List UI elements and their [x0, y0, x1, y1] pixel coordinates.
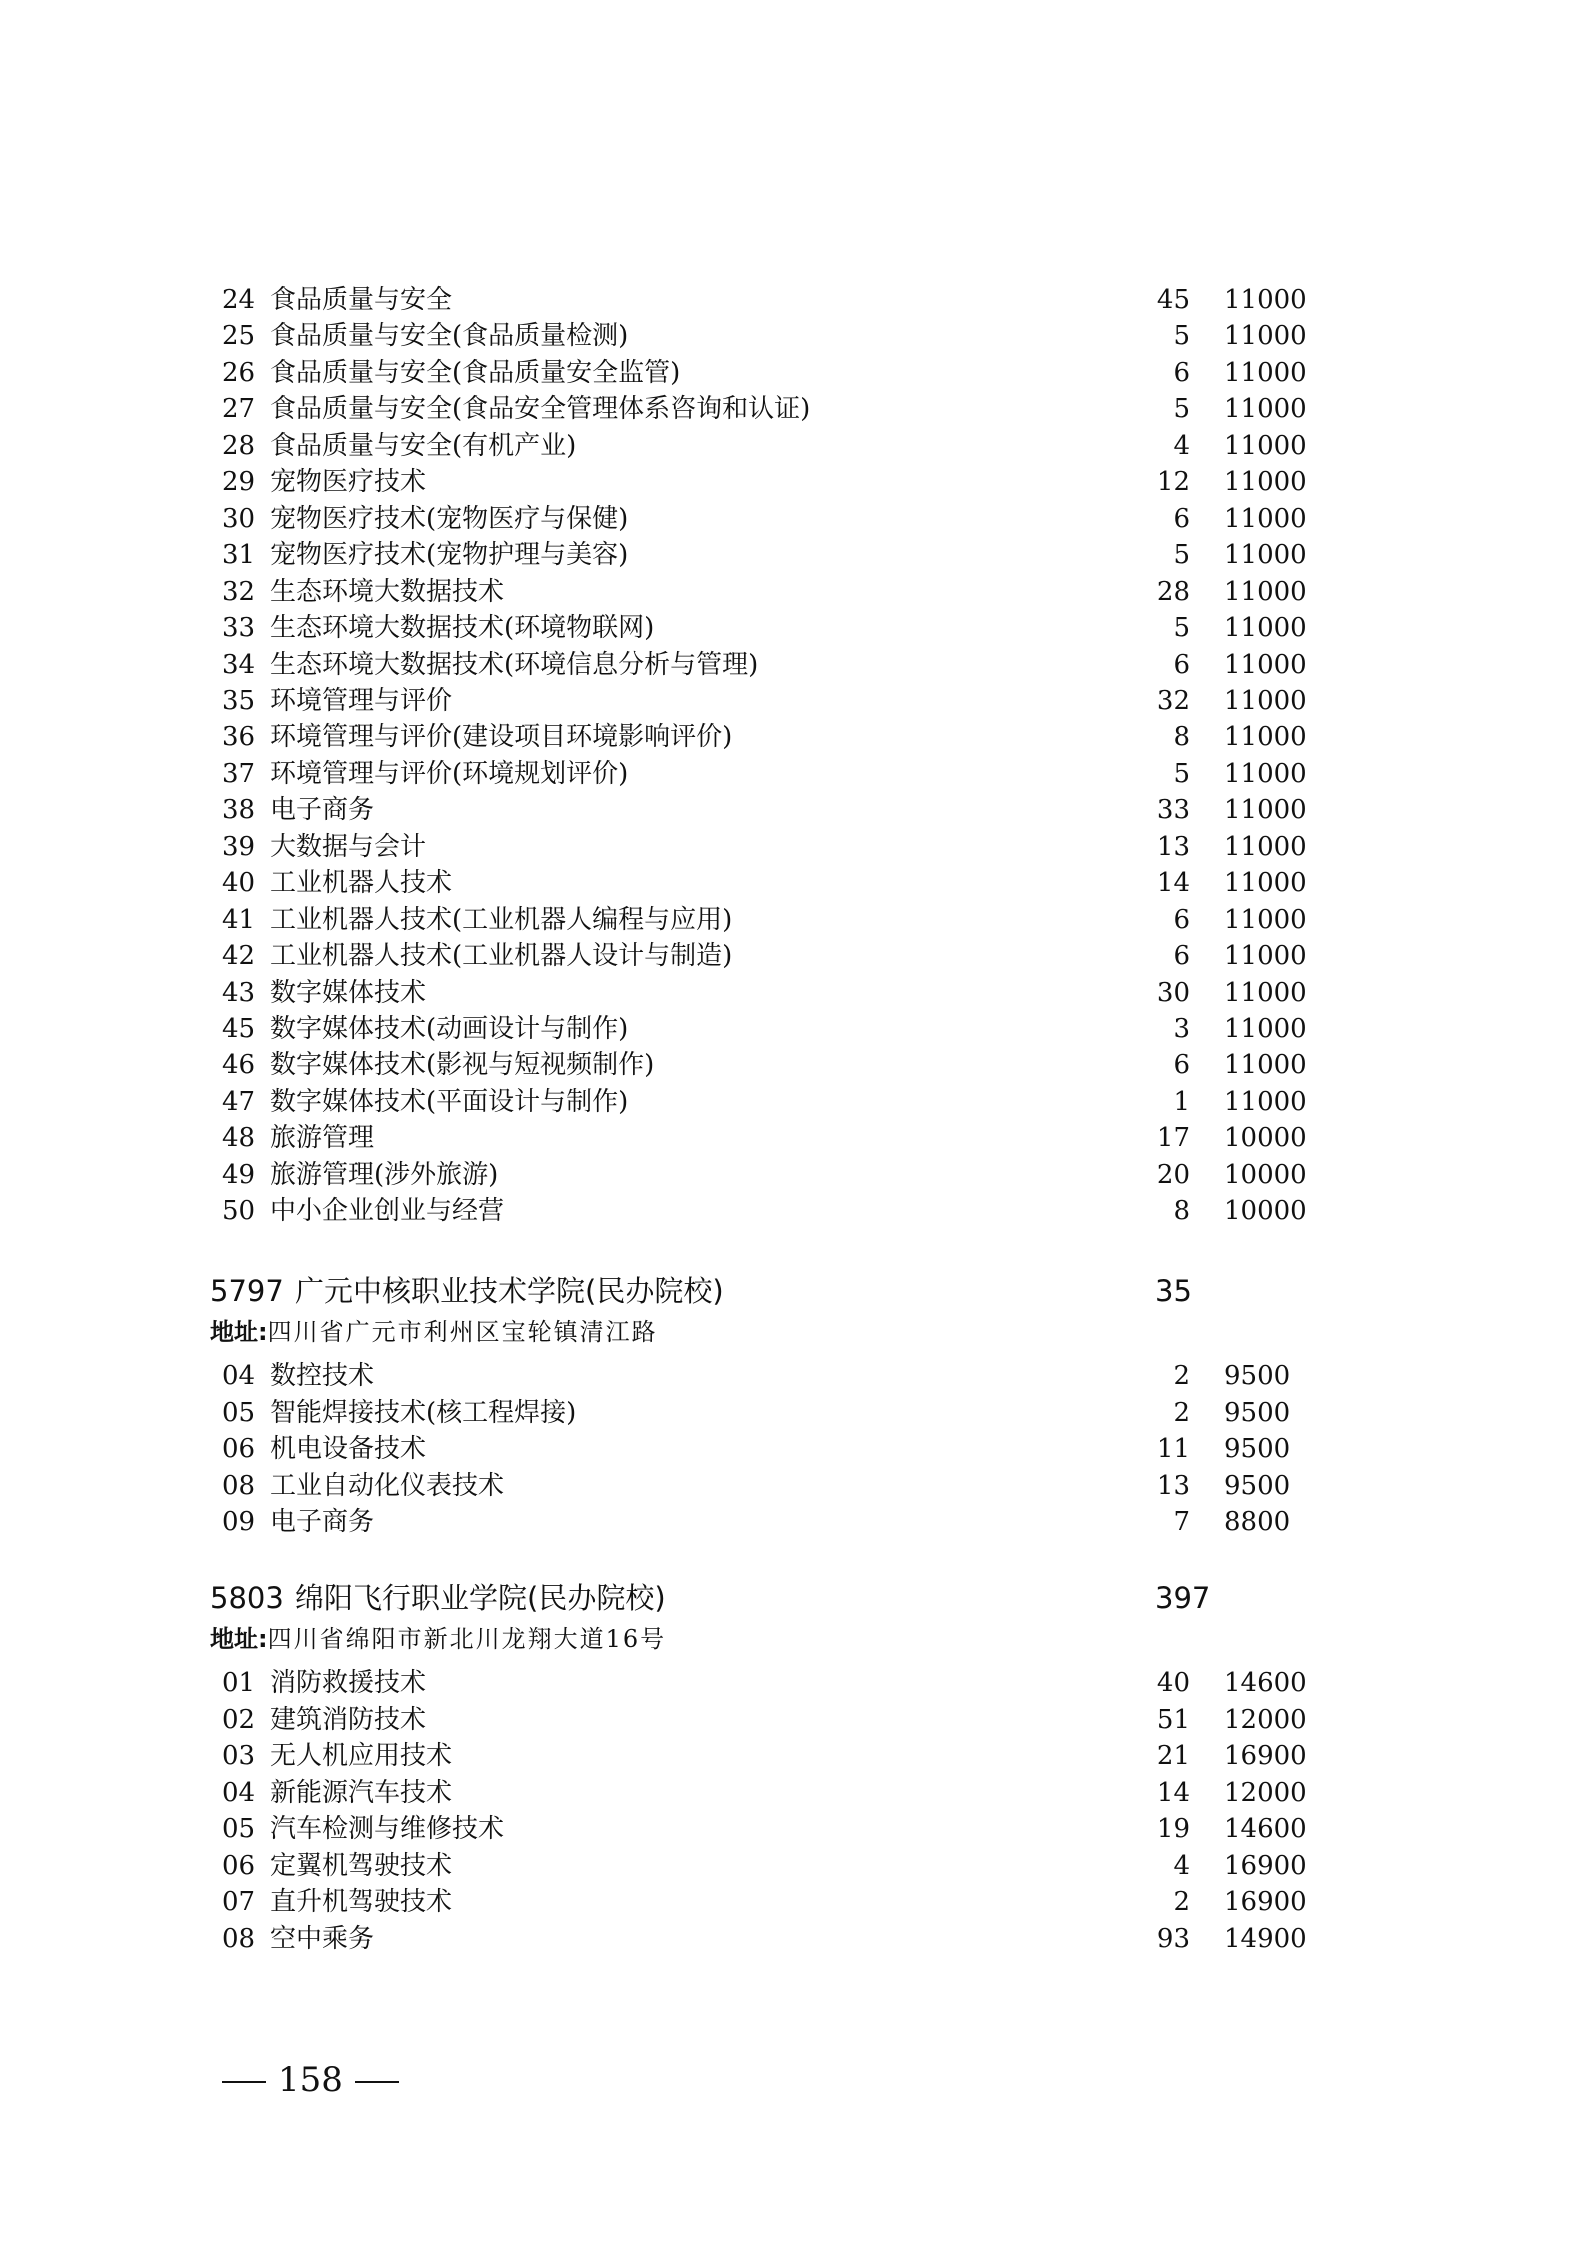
- program-row: [0, 1811, 1587, 1847]
- school-code: 5803: [210, 1581, 284, 1615]
- program-code: 24: [222, 285, 256, 315]
- program-name: 无人机应用技术: [270, 1741, 453, 1771]
- program-row: [0, 1193, 1587, 1229]
- program-row: [0, 975, 1587, 1011]
- program-code: 02: [222, 1704, 256, 1735]
- program-row: [0, 464, 1587, 500]
- program-code: 30: [222, 503, 256, 534]
- program-row: [0, 1431, 1587, 1467]
- program-row: [0, 865, 1587, 901]
- program-code: 04: [222, 1777, 256, 1808]
- enrollment-count: 33: [1156, 795, 1190, 826]
- program-code: 28: [222, 430, 256, 461]
- program-name: 工业机器人技术: [270, 868, 453, 899]
- program-code: 43: [222, 977, 256, 1008]
- program-name: 食品质量与安全(食品安全管理体系咨询和认证): [270, 394, 811, 425]
- program-row: [0, 1358, 1587, 1394]
- enrollment-count: 3: [1173, 1014, 1190, 1044]
- program-name: 空中乘务: [270, 1923, 375, 1954]
- program-name: 中小企业创业与经营: [270, 1196, 505, 1227]
- program-name: 消防救援技术: [270, 1668, 427, 1698]
- program-row: [0, 537, 1587, 573]
- enrollment-count: 20: [1156, 1159, 1190, 1190]
- tuition-fee: 11000: [1224, 576, 1307, 607]
- tuition-fee: 14600: [1224, 1668, 1307, 1698]
- tuition-fee: 14600: [1224, 1814, 1307, 1844]
- program-row: [0, 355, 1587, 391]
- program-code: 42: [222, 941, 256, 972]
- school-address: [210, 1315, 658, 1349]
- program-row: [0, 1702, 1587, 1738]
- program-row: [0, 647, 1587, 683]
- tuition-fee: 11000: [1224, 613, 1307, 644]
- program-code: 47: [222, 1086, 256, 1117]
- program-row: [0, 391, 1587, 427]
- program-row: [0, 1047, 1587, 1083]
- enrollment-count: 4: [1173, 1850, 1190, 1881]
- school-header-5797: [0, 1271, 1587, 1311]
- enrollment-count: 2: [1173, 1361, 1190, 1391]
- school-address: [210, 1622, 666, 1656]
- program-row: [0, 428, 1587, 464]
- program-name: 数字媒体技术(动画设计与制作): [270, 1014, 629, 1044]
- tuition-fee: 11000: [1224, 1014, 1307, 1044]
- program-code: 03: [222, 1741, 256, 1771]
- program-name: 生态环境大数据技术(环境信息分析与管理): [270, 649, 759, 680]
- program-name: 智能焊接技术(核工程焊接): [270, 1397, 577, 1428]
- program-name: 数字媒体技术(平面设计与制作): [270, 1086, 629, 1117]
- school-code: 5797: [210, 1274, 284, 1308]
- program-name: 大数据与会计: [270, 831, 427, 862]
- enrollment-count: 6: [1173, 1050, 1190, 1081]
- program-name: 汽车检测与维修技术: [270, 1814, 505, 1844]
- program-row: [0, 683, 1587, 719]
- program-row: [0, 1848, 1587, 1884]
- enrollment-count: 30: [1156, 977, 1190, 1008]
- program-row: [0, 938, 1587, 974]
- tuition-fee: 8800: [1224, 1507, 1291, 1537]
- program-name: 食品质量与安全: [270, 285, 453, 315]
- enrollment-count: 5: [1173, 613, 1190, 644]
- program-code: 05: [222, 1397, 256, 1428]
- enrollment-count: 5: [1173, 394, 1190, 425]
- program-code: 27: [222, 394, 256, 425]
- tuition-fee: 16900: [1224, 1850, 1307, 1881]
- footer-dash-left: [222, 2081, 266, 2083]
- enrollment-count: 21: [1156, 1741, 1190, 1771]
- tuition-fee: 10000: [1224, 1196, 1307, 1227]
- program-code: 39: [222, 831, 256, 862]
- enrollment-count: 7: [1173, 1507, 1190, 1537]
- program-code: 09: [222, 1507, 256, 1537]
- enrollment-count: 40: [1156, 1668, 1190, 1698]
- enrollment-count: 13: [1156, 1470, 1190, 1501]
- program-row: [0, 1738, 1587, 1774]
- program-name: 食品质量与安全(有机产业): [270, 430, 577, 461]
- enrollment-count: 45: [1156, 285, 1190, 315]
- program-code: 35: [222, 685, 256, 716]
- program-name: 建筑消防技术: [270, 1704, 427, 1735]
- program-row: [0, 1775, 1587, 1811]
- tuition-fee: 9500: [1224, 1397, 1291, 1428]
- program-code: 06: [222, 1434, 256, 1464]
- program-name: 电子商务: [270, 1507, 375, 1537]
- program-code: 40: [222, 868, 256, 899]
- enrollment-count: 6: [1173, 503, 1190, 534]
- program-name: 旅游管理: [270, 1123, 375, 1154]
- tuition-fee: 11000: [1224, 540, 1307, 571]
- program-name: 数控技术: [270, 1361, 375, 1391]
- tuition-fee: 11000: [1224, 722, 1307, 753]
- enrollment-count: 2: [1173, 1397, 1190, 1428]
- program-code: 36: [222, 722, 256, 753]
- program-name: 工业机器人技术(工业机器人编程与应用): [270, 904, 733, 935]
- tuition-fee: 11000: [1224, 285, 1307, 315]
- enrollment-count: 6: [1173, 357, 1190, 388]
- program-code: 32: [222, 576, 256, 607]
- enrollment-count: 14: [1156, 868, 1190, 899]
- tuition-fee: 11000: [1224, 503, 1307, 534]
- program-row: [0, 1120, 1587, 1156]
- program-row: [0, 574, 1587, 610]
- program-name: 食品质量与安全(食品质量安全监管): [270, 357, 681, 388]
- tuition-fee: 11000: [1224, 977, 1307, 1008]
- tuition-fee: 9500: [1224, 1361, 1291, 1391]
- program-code: 06: [222, 1850, 256, 1881]
- program-row: [0, 792, 1587, 828]
- enrollment-count: 5: [1173, 321, 1190, 352]
- enrollment-count: 1: [1173, 1086, 1190, 1117]
- program-row: [0, 1468, 1587, 1504]
- address-text: 四川省广元市利州区宝轮镇清江路: [267, 1318, 658, 1346]
- tuition-fee: 11000: [1224, 904, 1307, 935]
- program-row: [0, 1084, 1587, 1120]
- enrollment-count: 32: [1156, 685, 1190, 716]
- program-row: [0, 1665, 1587, 1701]
- enrollment-count: 93: [1156, 1923, 1190, 1954]
- program-name: 环境管理与评价(环境规划评价): [270, 758, 629, 789]
- program-name: 宠物医疗技术(宠物护理与美容): [270, 540, 629, 571]
- tuition-fee: 9500: [1224, 1470, 1291, 1501]
- program-name: 宠物医疗技术: [270, 467, 427, 498]
- address-label: 地址:: [210, 1625, 268, 1653]
- program-row: [0, 282, 1587, 318]
- tuition-fee: 11000: [1224, 685, 1307, 716]
- tuition-fee: 14900: [1224, 1923, 1307, 1954]
- enrollment-count: 28: [1156, 576, 1190, 607]
- program-code: 04: [222, 1361, 256, 1391]
- program-code: 46: [222, 1050, 256, 1081]
- enrollment-count: 6: [1173, 941, 1190, 972]
- program-row: [0, 501, 1587, 537]
- tuition-fee: 11000: [1224, 868, 1307, 899]
- enrollment-count: 6: [1173, 649, 1190, 680]
- program-code: 33: [222, 613, 256, 644]
- enrollment-count: 51: [1156, 1704, 1190, 1735]
- school-name: 绵阳飞行职业学院(民办院校): [295, 1581, 666, 1615]
- program-name: 电子商务: [270, 795, 375, 826]
- school-name: 广元中核职业技术学院(民办院校): [295, 1274, 724, 1308]
- tuition-fee: 11000: [1224, 1050, 1307, 1081]
- tuition-fee: 11000: [1224, 430, 1307, 461]
- program-row: [0, 1921, 1587, 1957]
- enrollment-count: 8: [1173, 722, 1190, 753]
- tuition-fee: 11000: [1224, 394, 1307, 425]
- program-code: 34: [222, 649, 256, 680]
- enrollment-count: 5: [1173, 540, 1190, 571]
- program-name: 工业自动化仪表技术: [270, 1470, 505, 1501]
- program-code: 08: [222, 1470, 256, 1501]
- enrollment-count: 2: [1173, 1887, 1190, 1917]
- program-code: 50: [222, 1196, 256, 1227]
- program-name: 生态环境大数据技术(环境物联网): [270, 613, 655, 644]
- program-code: 05: [222, 1814, 256, 1844]
- enrollment-count: 6: [1173, 904, 1190, 935]
- program-name: 数字媒体技术(影视与短视频制作): [270, 1050, 655, 1081]
- tuition-fee: 11000: [1224, 467, 1307, 498]
- tuition-fee: 11000: [1224, 1086, 1307, 1117]
- program-code: 41: [222, 904, 256, 935]
- tuition-fee: 11000: [1224, 649, 1307, 680]
- tuition-fee: 12000: [1224, 1777, 1307, 1808]
- program-row: [0, 719, 1587, 755]
- program-name: 宠物医疗技术(宠物医疗与保健): [270, 503, 629, 534]
- program-code: 08: [222, 1923, 256, 1954]
- enrollment-count: 19: [1156, 1814, 1190, 1844]
- tuition-fee: 11000: [1224, 941, 1307, 972]
- program-code: 25: [222, 321, 256, 352]
- enrollment-count: 11: [1156, 1434, 1190, 1464]
- tuition-fee: 16900: [1224, 1887, 1307, 1917]
- program-name: 工业机器人技术(工业机器人设计与制造): [270, 941, 733, 972]
- program-row: [0, 756, 1587, 792]
- program-name: 机电设备技术: [270, 1434, 427, 1464]
- program-code: 29: [222, 467, 256, 498]
- program-row: [0, 902, 1587, 938]
- program-row: [0, 1504, 1587, 1540]
- school-total: 397: [1155, 1581, 1211, 1615]
- program-row: [0, 610, 1587, 646]
- program-code: 45: [222, 1014, 256, 1044]
- program-code: 38: [222, 795, 256, 826]
- tuition-fee: 11000: [1224, 357, 1307, 388]
- address-text: 四川省绵阳市新北川龙翔大道16号: [267, 1625, 667, 1653]
- program-name: 食品质量与安全(食品质量检测): [270, 321, 629, 352]
- program-code: 37: [222, 758, 256, 789]
- tuition-fee: 11000: [1224, 758, 1307, 789]
- tuition-fee: 16900: [1224, 1741, 1307, 1771]
- school-header-5803: [0, 1578, 1587, 1618]
- tuition-fee: 12000: [1224, 1704, 1307, 1735]
- footer-dash-right: [355, 2081, 399, 2083]
- tuition-fee: 11000: [1224, 321, 1307, 352]
- program-name: 直升机驾驶技术: [270, 1887, 453, 1917]
- tuition-fee: 11000: [1224, 831, 1307, 862]
- enrollment-count: 5: [1173, 758, 1190, 789]
- program-row: [0, 1011, 1587, 1047]
- program-row: [0, 829, 1587, 865]
- program-code: 26: [222, 357, 256, 388]
- school-total: 35: [1155, 1274, 1192, 1308]
- program-name: 环境管理与评价: [270, 685, 453, 716]
- tuition-fee: 11000: [1224, 795, 1307, 826]
- enrollment-count: 12: [1156, 467, 1190, 498]
- program-name: 数字媒体技术: [270, 977, 427, 1008]
- program-name: 新能源汽车技术: [270, 1777, 453, 1808]
- enrollment-count: 13: [1156, 831, 1190, 862]
- tuition-fee: 9500: [1224, 1434, 1291, 1464]
- program-name: 旅游管理(涉外旅游): [270, 1159, 499, 1190]
- program-name: 环境管理与评价(建设项目环境影响评价): [270, 722, 733, 753]
- program-code: 49: [222, 1159, 256, 1190]
- program-row: [0, 1884, 1587, 1920]
- enrollment-count: 8: [1173, 1196, 1190, 1227]
- program-row: [0, 1395, 1587, 1431]
- program-code: 31: [222, 540, 256, 571]
- page-footer: [210, 2058, 411, 2102]
- program-name: 生态环境大数据技术: [270, 576, 505, 607]
- program-code: 48: [222, 1123, 256, 1154]
- enrollment-count: 4: [1173, 430, 1190, 461]
- program-row: [0, 318, 1587, 354]
- program-row: [0, 1157, 1587, 1193]
- program-name: 定翼机驾驶技术: [270, 1850, 453, 1881]
- tuition-fee: 10000: [1224, 1123, 1307, 1154]
- tuition-fee: 10000: [1224, 1159, 1307, 1190]
- page-number: 158: [278, 2060, 343, 2100]
- program-code: 07: [222, 1887, 256, 1917]
- enrollment-count: 17: [1156, 1123, 1190, 1154]
- enrollment-count: 14: [1156, 1777, 1190, 1808]
- program-code: 01: [222, 1668, 256, 1698]
- address-label: 地址:: [210, 1318, 268, 1346]
